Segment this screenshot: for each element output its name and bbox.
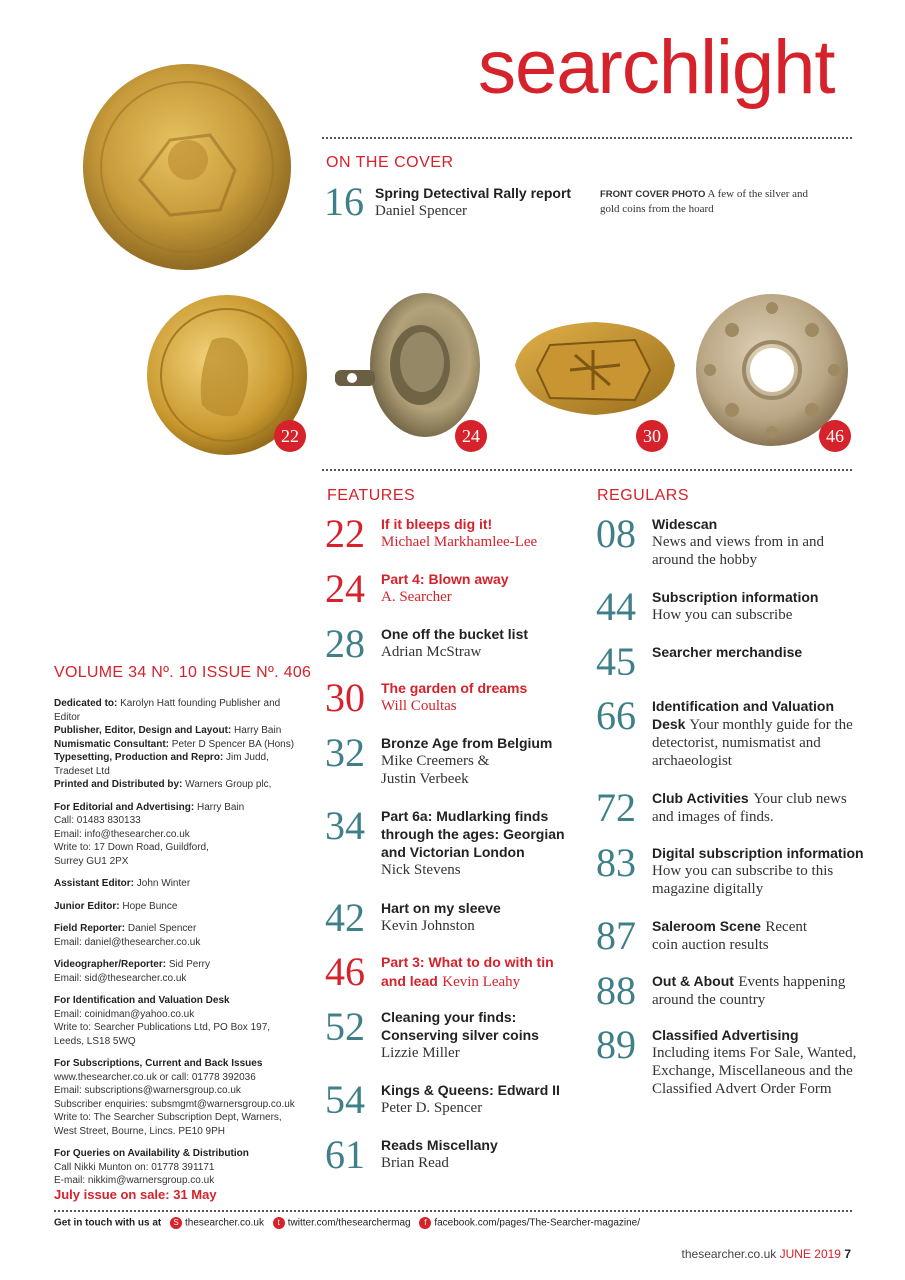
masthead-part1: search <box>478 25 701 110</box>
feature-title: If it bleeps dig it! <box>381 516 493 532</box>
credit-label: For Identification and Valuation Desk <box>54 995 230 1006</box>
regulars-list <box>596 511 886 1125</box>
feature-title: The garden of dreams <box>381 680 528 696</box>
website-link[interactable]: thesearcher.co.uk <box>185 1217 264 1229</box>
gold-ring-image <box>505 310 680 430</box>
credit-label: Videographer/Reporter: <box>54 959 167 970</box>
credit-label: Printed and Distributed by: <box>54 779 183 790</box>
credit-label: Field Reporter: <box>54 923 126 934</box>
regular-page-number: 44 <box>596 584 636 629</box>
credit-value: Karolyn Hatt founding Publisher and Editor <box>54 698 281 723</box>
credit-email[interactable]: Email: daniel@thesearcher.co.uk <box>54 936 201 948</box>
feature-title: Hart on my sleeve <box>381 900 501 916</box>
regular-title: Identification and Valuation Desk <box>652 698 835 732</box>
credit-email[interactable]: Email: sid@thesearcher.co.uk <box>54 972 187 984</box>
credit-value: Jim Judd, Tradeset Ltd <box>54 752 269 777</box>
credit-line: West Street, Bourne, Lincs. PE10 9PH <box>54 1125 226 1137</box>
feature-title: One off the bucket list <box>381 626 529 642</box>
feature-page-number: 46 <box>325 949 365 994</box>
credit-label: Junior Editor: <box>54 900 120 912</box>
folio-date: JUNE 2019 <box>779 1247 841 1261</box>
credit-label: For Queries on Availability & Distribution <box>54 1148 249 1159</box>
regular-desc: How you can subscribe <box>652 607 793 623</box>
regular-page-number: 88 <box>596 968 636 1013</box>
feature-author: Kevin Leahy <box>442 974 521 990</box>
regular-page-number: 08 <box>596 511 636 556</box>
feature-page-number: 54 <box>325 1077 365 1122</box>
feature-author: A. Searcher <box>381 589 452 605</box>
credit-label: Assistant Editor: <box>54 878 135 889</box>
credit-label: Numismatic Consultant: <box>54 738 170 750</box>
find-badge-22: 22 <box>274 420 306 452</box>
on-the-cover-heading: ON THE COVER <box>326 154 454 171</box>
feature-title: Bronze Age from Belgium <box>381 735 553 751</box>
feature-page-number: 32 <box>325 730 365 775</box>
credit-value: Daniel Spencer <box>127 923 197 934</box>
credit-line: Write to: The Searcher Subscription Dept, Warners, <box>54 1112 282 1123</box>
feature-author: Will Coultas <box>381 698 457 714</box>
regular-title: Searcher merchandise <box>652 644 803 660</box>
cover-title[interactable]: Spring Detectival Rally report <box>375 185 572 201</box>
find-badge-46: 46 <box>819 420 851 452</box>
regular-title: Widescan <box>652 516 718 532</box>
volume-issue: VOLUME 34 Nº. 10 ISSUE Nº. 406 <box>54 664 312 681</box>
feature-author: Adrian McStraw <box>381 644 482 660</box>
feature-page-number: 34 <box>325 803 365 848</box>
on-sale-notice: July issue on sale: 31 May <box>54 1187 217 1202</box>
get-in-touch-label: Get in touch with us at <box>54 1217 162 1229</box>
regular-desc: Events happening around the country <box>652 974 846 1008</box>
regular-page-number: 83 <box>596 840 636 885</box>
regular-desc: News and views from in and around the hobby <box>652 534 825 568</box>
credit-label: For Editorial and Advertising: <box>54 801 195 813</box>
credit-label: For Subscriptions, Current and Back Issues <box>54 1058 263 1069</box>
front-cover-photo-caption <box>600 187 830 216</box>
regular-title: Club Activities <box>652 790 749 806</box>
credit-email[interactable]: E-mail: nikkim@warnersgroup.co.uk <box>54 1175 215 1186</box>
divider <box>54 1210 852 1212</box>
credit-value: Hope Bunce <box>122 900 178 912</box>
feature-author: Mike Creemers & Justin Verbeek <box>381 753 490 787</box>
regular-title: Subscription information <box>652 589 819 605</box>
credit-value: Harry Bain <box>234 725 282 736</box>
feature-title: Part 6a: Mudlarking finds through the ages: Georgian and Victorian London <box>381 808 565 860</box>
twitter-icon: t <box>273 1217 285 1229</box>
folio <box>682 1247 851 1261</box>
find-badge-30: 30 <box>636 420 668 452</box>
regular-title: Saleroom Scene <box>652 918 761 934</box>
feature-title: Cleaning your finds: Conserving silver coins <box>381 1009 539 1043</box>
feature-page-number: 42 <box>325 895 365 940</box>
feature-page-number: 30 <box>325 675 365 720</box>
credit-value: Warners Group plc, <box>185 779 272 790</box>
feature-author: Kevin Johnston <box>381 918 475 934</box>
feature-author: Lizzie Miller <box>381 1045 460 1061</box>
credit-line: Write to: 17 Down Road, Guildford, <box>54 842 209 853</box>
credit-email[interactable]: Email: info@thesearcher.co.uk <box>54 828 190 840</box>
regular-desc: Recent coin auction results <box>652 919 808 953</box>
folio-site: thesearcher.co.uk <box>681 1247 777 1261</box>
credit-line: Call Nikki Munton on: 01778 391171 <box>54 1161 215 1173</box>
credit-email[interactable]: Email: subscriptions@warnersgroup.co.uk <box>54 1085 241 1096</box>
features-heading: FEATURES <box>327 487 416 504</box>
credit-line: Surrey GU1 2PX <box>54 855 129 867</box>
feature-page-number: 24 <box>325 566 365 611</box>
regular-page-number: 45 <box>596 639 636 684</box>
regular-page-number: 66 <box>596 693 636 738</box>
feature-author: Peter D. Spencer <box>381 1100 483 1116</box>
regular-page-number: 89 <box>596 1022 636 1067</box>
credit-line: Leeds, LS18 5WQ <box>54 1035 136 1047</box>
credit-value: Sid Perry <box>168 959 210 970</box>
credit-value: Peter D Spencer BA (Hons) <box>171 738 295 750</box>
credits-block <box>54 697 304 1197</box>
credit-email[interactable]: Email: coinidman@yahoo.co.uk <box>54 1008 195 1020</box>
regulars-heading: REGULARS <box>597 487 690 504</box>
feature-author: Brian Read <box>381 1155 449 1171</box>
front-cover-photo-text: A few of the silver and gold coins from the hoard <box>600 188 809 215</box>
regular-page-number: 87 <box>596 913 636 958</box>
gold-noble-coin-image <box>80 60 295 275</box>
cover-page-number: 16 <box>324 179 364 224</box>
front-cover-photo-label: FRONT COVER PHOTO <box>600 189 706 200</box>
credit-label: Dedicated to: <box>54 698 118 709</box>
features-list <box>325 511 585 1195</box>
credit-email[interactable]: Subscriber enquiries: subsmgmt@warnersgroup.co.uk <box>54 1098 295 1110</box>
regular-desc: Your monthly guide for the detectorist, numismatist and archaeologist <box>652 717 853 769</box>
masthead <box>478 25 835 110</box>
searcher-logo-icon: S <box>170 1217 182 1229</box>
feature-page-number: 61 <box>325 1132 365 1177</box>
feature-page-number: 52 <box>325 1004 365 1049</box>
credit-label: Publisher, Editor, Design and Layout: <box>54 725 232 736</box>
regular-desc: Your club news and images of finds. <box>652 791 847 825</box>
regular-title: Out & About <box>652 973 734 989</box>
credit-line: Write to: Searcher Publications Ltd, PO Box 197, <box>54 1022 271 1033</box>
find-badge-24: 24 <box>455 420 487 452</box>
credit-value: John Winter <box>136 878 191 889</box>
facebook-icon: f <box>419 1217 431 1229</box>
regular-title: Classified Advertising <box>652 1027 799 1043</box>
feature-title: Part 3: What to do with tin and lead <box>381 954 554 989</box>
twitter-link[interactable]: twitter.com/thesearchermag <box>287 1217 411 1229</box>
feature-title: Reads Miscellany <box>381 1137 498 1153</box>
credit-label: Typesetting, Production and Repro: <box>54 752 224 763</box>
facebook-link[interactable]: facebook.com/pages/The-Searcher-magazine/ <box>434 1217 641 1229</box>
divider <box>322 137 852 139</box>
regular-desc: How you can subscribe to this magazine digitally <box>652 863 834 897</box>
credit-value: Harry Bain <box>196 801 245 813</box>
divider <box>322 469 852 471</box>
masthead-part2: light <box>700 25 835 110</box>
feature-page-number: 22 <box>325 511 365 556</box>
page-number: 7 <box>844 1247 851 1261</box>
footer-contact <box>54 1217 640 1229</box>
feature-title: Part 4: Blown away <box>381 571 509 587</box>
regular-page-number: 72 <box>596 785 636 830</box>
regular-desc: Including items For Sale, Wanted, Exchange, Miscellaneous and the Classified Advert Order Form <box>652 1045 857 1097</box>
feature-author: Nick Stevens <box>381 862 461 878</box>
regular-title: Digital subscription information <box>652 845 864 861</box>
feature-author: Michael Markhamlee-Lee <box>381 534 538 550</box>
feature-page-number: 28 <box>325 621 365 666</box>
feature-title: Kings & Queens: Edward II <box>381 1082 560 1098</box>
cover-author: Daniel Spencer <box>375 203 468 219</box>
credit-line[interactable]: www.thesearcher.co.uk or call: 01778 392036 <box>54 1071 256 1083</box>
credit-line: Call: 01483 830133 <box>54 815 141 826</box>
